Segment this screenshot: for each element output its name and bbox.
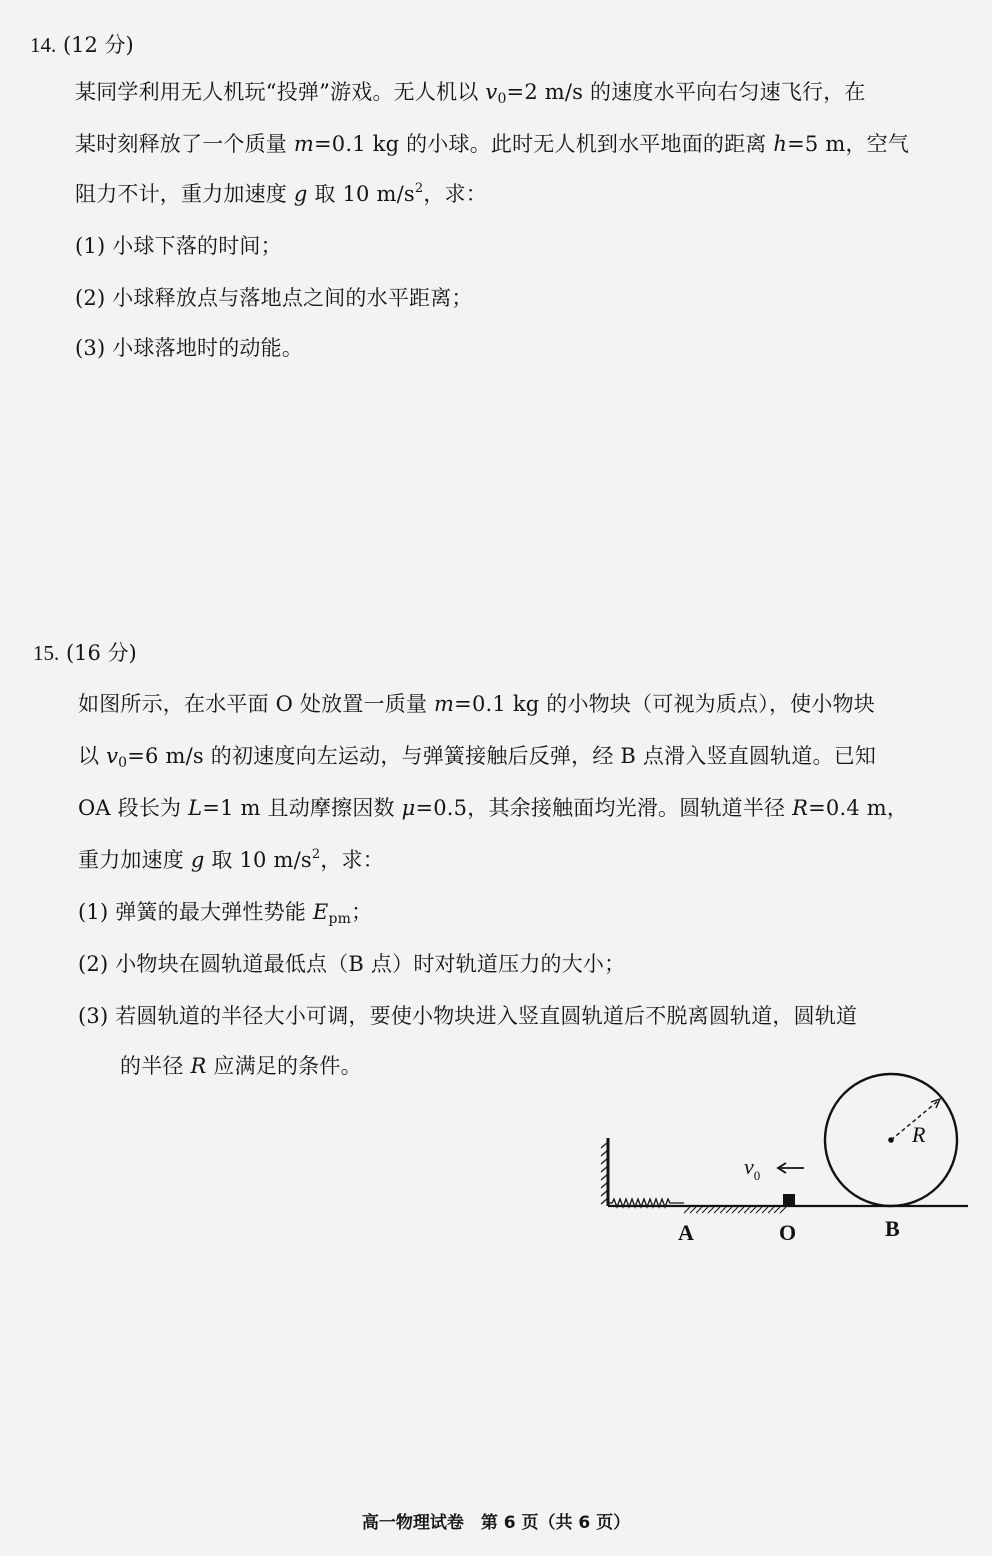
velocity-arrow — [778, 1163, 804, 1173]
point-B-label: B — [885, 1216, 900, 1241]
q14-header — [30, 30, 134, 60]
q15-line-3: OA 段长为 L=1 m 且动摩擦因数 μ=0.5，其余接触面均光滑。圆轨道半径 R=0.4 m， — [78, 796, 909, 820]
track-diagram — [598, 1068, 972, 1250]
q14-item-3: (3) 小球落地时的动能。 — [75, 336, 304, 360]
q15-points: (16 分) — [65, 641, 137, 665]
point-O-label: O — [779, 1220, 797, 1245]
q15-line-1: 如图所示，在水平面 O 处放置一质量 m=0.1 kg 的小物块（可视为质点），使小物块 — [78, 692, 875, 716]
friction-hatching — [684, 1207, 786, 1213]
q14-line-2: 某时刻释放了一个质量 m=0.1 kg 的小球。此时无人机到水平地面的距离 h=5 m，空气 — [75, 132, 910, 156]
q15-item-1: (1) 弹簧的最大弹性势能 $E_{pm}$； — [78, 900, 373, 927]
q14-item-1: (1) 小球下落的时间； — [75, 234, 282, 258]
q14-number: 14. — [30, 33, 57, 57]
q14-line-1: 某同学利用无人机玩“投弹”游戏。无人机以 $v_0=2$ m/s 的速度水平向右匀速飞行，在 — [75, 80, 866, 107]
page-footer: 高一物理试卷 第 6 页（共 6 页） — [361, 1513, 631, 1533]
velocity-label: $v_0$ — [744, 1154, 761, 1183]
q15-number: 15. — [33, 641, 60, 665]
q14-item-2: (2) 小球释放点与落地点之间的水平距离； — [75, 286, 473, 310]
q15-item-3: (3) 若圆轨道的半径大小可调，要使小物块进入竖直圆轨道后不脱离圆轨道，圆轨道 — [78, 1004, 858, 1028]
q15-line-4: 重力加速度 g 取 10 $m/s^2$，求： — [78, 847, 384, 872]
q15-item-2: (2) 小物块在圆轨道最低点（B 点）时对轨道压力的大小； — [78, 952, 626, 976]
block — [783, 1194, 795, 1205]
q15-line-2: 以 $v_0=6$ m/s 的初速度向左运动，与弹簧接触后反弹，经 B 点滑入竖直圆轨道。已知 — [78, 744, 877, 771]
radius-label: R — [912, 1122, 926, 1147]
q14-line-3: 阻力不计，重力加速度 g 取 10 $m/s^2$，求： — [75, 181, 487, 206]
q14-points: (12 分) — [62, 33, 134, 57]
point-A-label: A — [678, 1220, 694, 1245]
q15-item-3-cont: 的半径 R 应满足的条件。 — [120, 1054, 362, 1078]
q15-header — [33, 638, 137, 668]
